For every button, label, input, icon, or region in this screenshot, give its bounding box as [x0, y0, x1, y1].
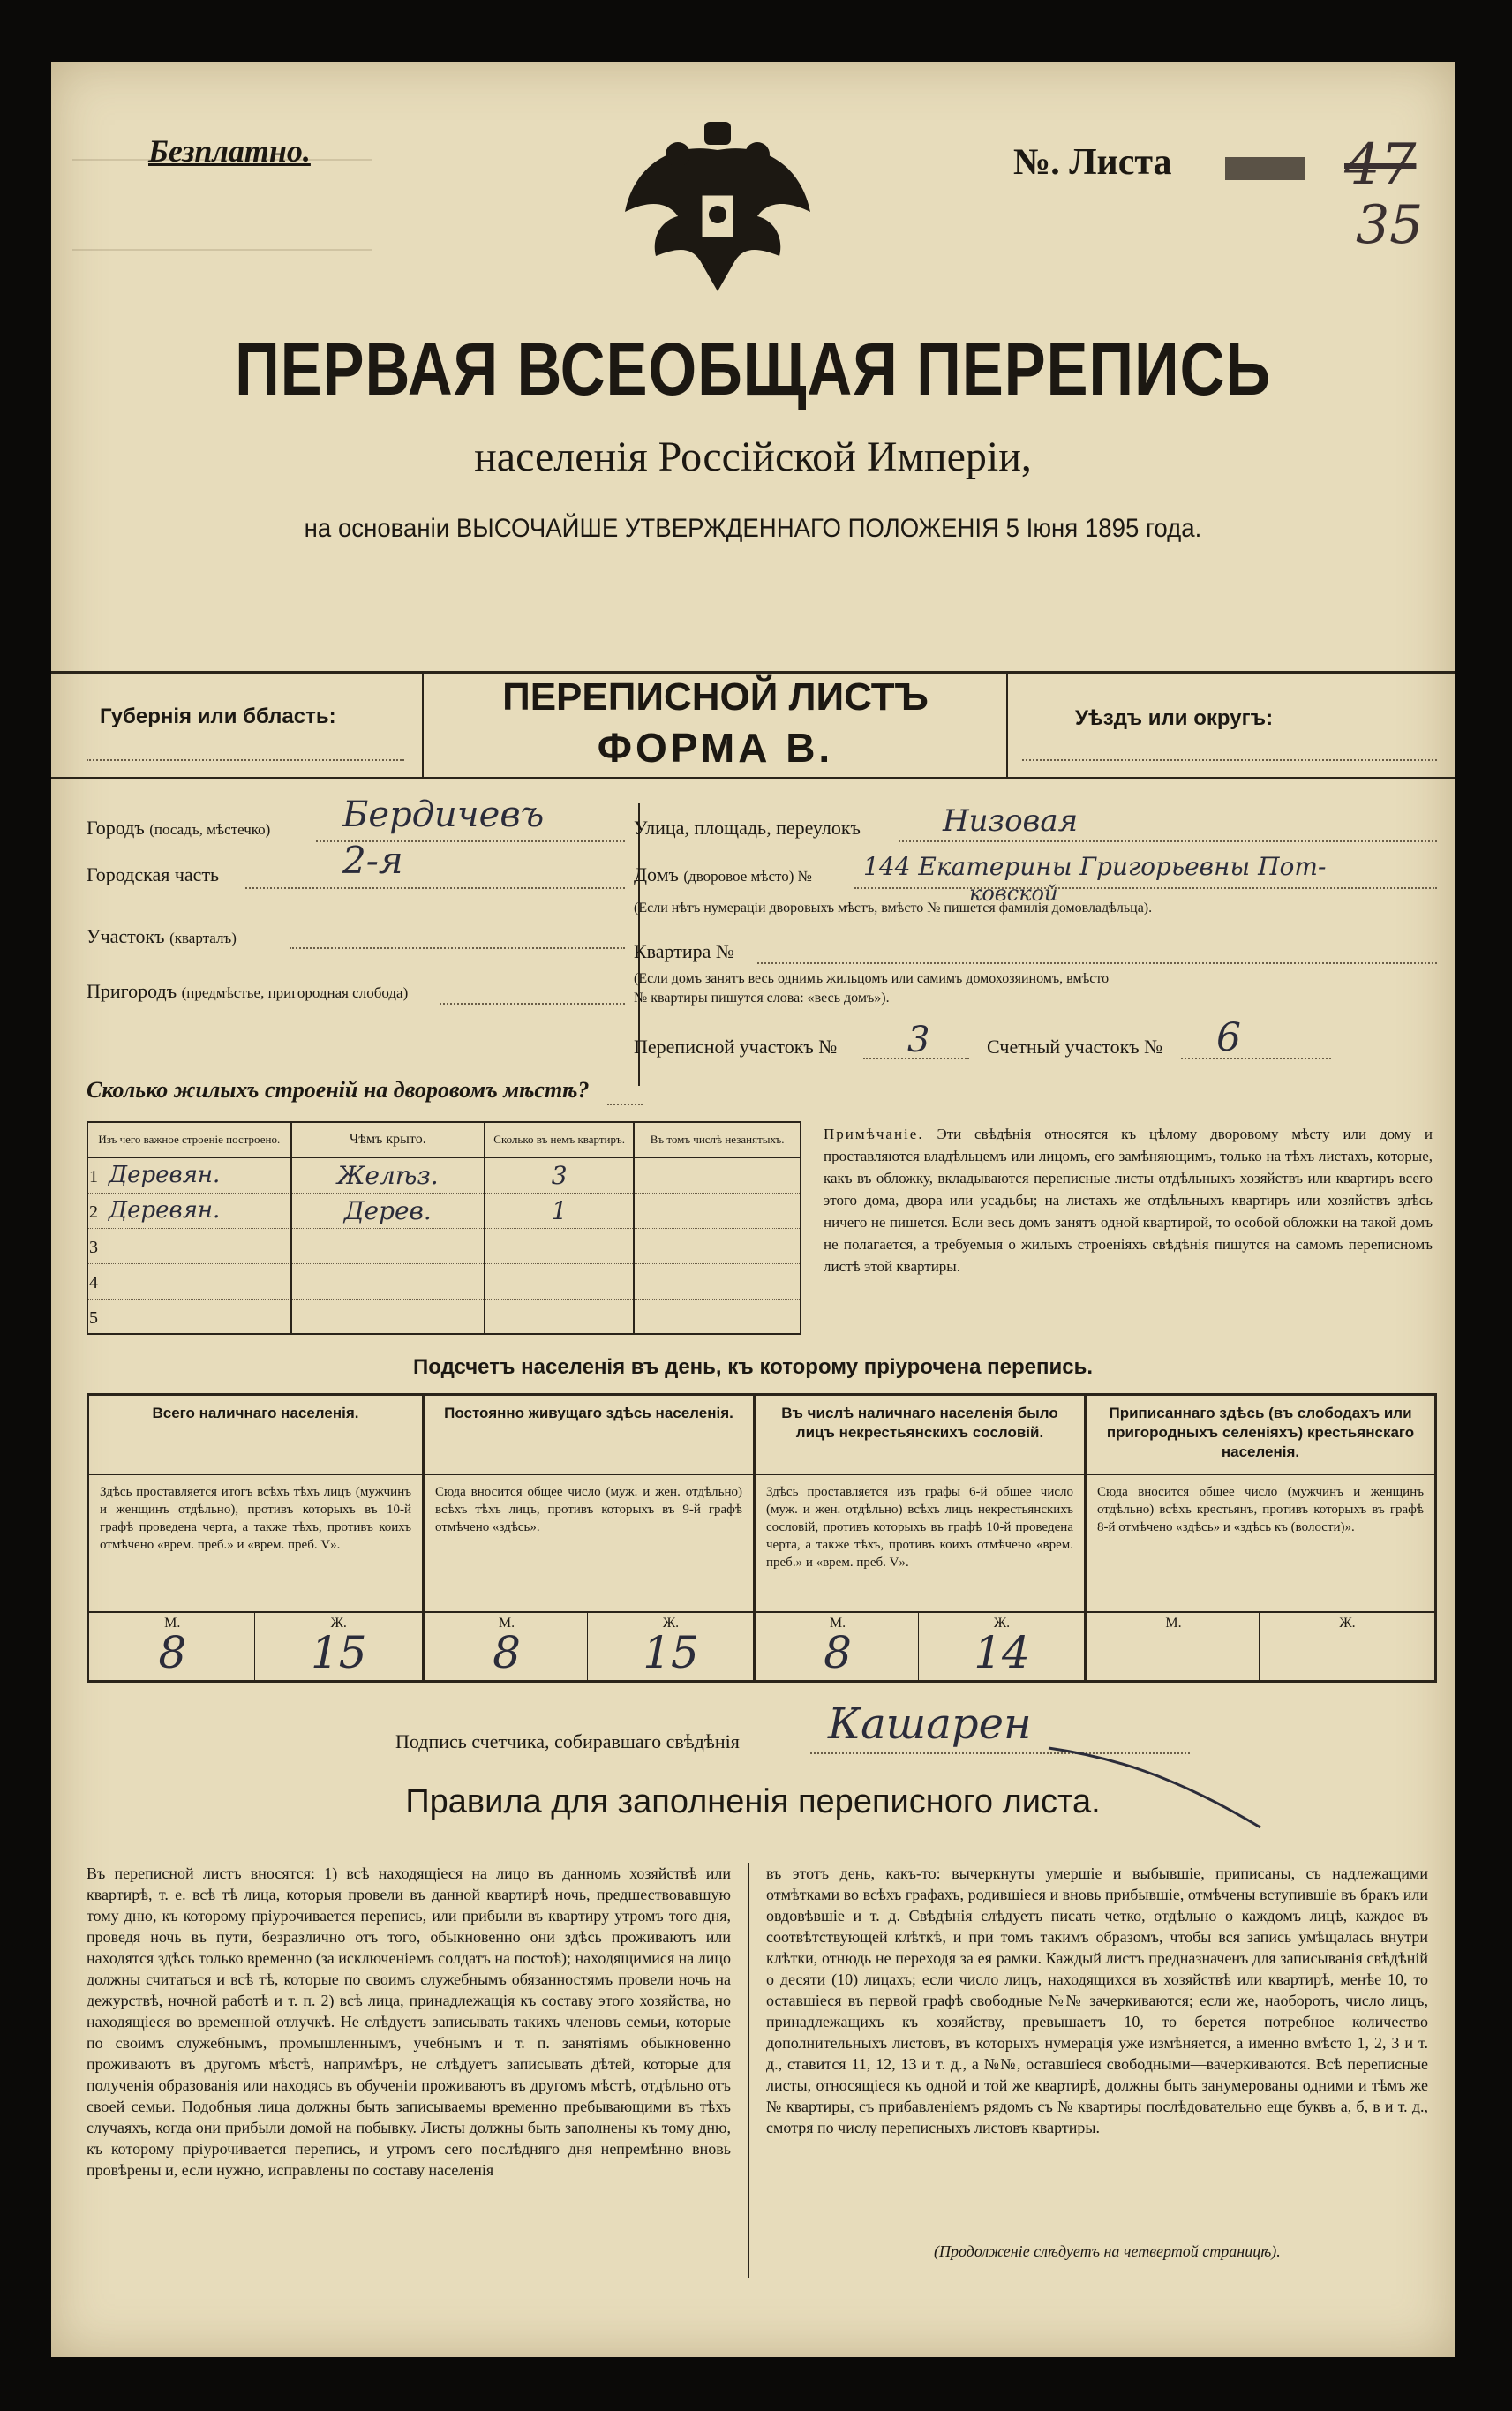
building-vacant: [634, 1299, 801, 1334]
form-title: ПЕРЕПИСНОЙ ЛИСТЪ: [502, 675, 929, 719]
building-vacant: [634, 1157, 801, 1193]
house-hint: (Если нѣтъ нумераціи дворовыхъ мѣстъ, вмѣсто № пишется фамилія домовладѣльца).: [634, 900, 1153, 915]
sheet-number-redaction: [1225, 157, 1305, 180]
population-col-body: Сюда вносится общее число (муж. и жен. отдѣльно) всѣхъ тѣхъ лицъ, противъ которыхъ въ 9-й графѣ отмѣчено «здѣсь».: [435, 1485, 742, 1534]
signature-value: Кашарен: [828, 1699, 1032, 1749]
building-apartments: [485, 1263, 634, 1299]
buildings-col-apartments: Сколько въ немъ квартиръ.: [485, 1122, 634, 1157]
male-count: 8: [824, 1627, 852, 1678]
female-count: 14: [974, 1627, 1030, 1678]
male-label: М.: [829, 1616, 846, 1631]
male-label: М.: [1165, 1616, 1182, 1631]
buildings-col-vacant: Въ томъ числѣ незанятыхъ.: [634, 1122, 801, 1157]
female-count: 15: [643, 1627, 699, 1678]
population-col-head: Постоянно живущаго здѣсь населенія.: [444, 1405, 733, 1421]
female-label: Ж.: [1339, 1616, 1356, 1631]
street-label: Улица, площадь, переулокъ: [634, 817, 861, 839]
basis-line: на основаніи ВЫСОЧАЙШЕ УТВЕРЖДЕННАГО ПОЛОЖЕНІЯ 5 Іюня 1895 года.: [304, 514, 1202, 543]
building-material: Деревян.: [109, 1197, 221, 1224]
signature-label: Подпись счетчика, собиравшаго свѣдѣнія: [395, 1730, 740, 1752]
population-col-body: Здѣсь проставляется изъ графы 6-й общее число (муж. и жен. отдѣльно) всѣхъ лицъ некрестьянскихъ сословій, противъ которыхъ въ графѣ 10-й проведена черта, а также тѣхъ, противъ коихъ отмѣчено «врем. преб.» и «врем. преб. V».: [766, 1485, 1073, 1570]
male-count: 8: [158, 1627, 187, 1678]
census-precinct-value: 3: [907, 1020, 930, 1060]
suburb-label: Пригородъ (предмѣстье, пригородная слобода): [87, 980, 409, 1002]
apartment-hint-2: № квартиры пишутся слова: «весь домъ»).: [634, 991, 890, 1006]
building-roof: [291, 1228, 485, 1263]
handwritten-page-number: 35: [1356, 194, 1424, 256]
male-label: М.: [164, 1616, 181, 1631]
male-count: 8: [493, 1627, 521, 1678]
building-roof: Желѣз.: [291, 1157, 485, 1193]
handwritten-page-number-crossed: 47: [1344, 132, 1417, 198]
building-vacant: [634, 1263, 801, 1299]
form-subtitle: ФОРМА В.: [597, 725, 834, 771]
apartment-hint-1: (Если домъ занятъ весь однимъ жильцомъ или самимъ домохозяиномъ, вмѣсто: [634, 971, 1110, 986]
building-apartments: [485, 1299, 634, 1334]
building-roof: [291, 1263, 485, 1299]
female-count: 15: [310, 1627, 367, 1678]
district-label: Городская часть: [87, 863, 220, 885]
rules-title: Правила для заполненія переписного листа.: [405, 1783, 1101, 1820]
building-material: Деревян.: [109, 1162, 221, 1189]
house-value: 144 Екатерины Григорьевны Пот-: [863, 852, 1327, 881]
buildings-row: [87, 1193, 801, 1228]
population-col-head: Всего наличнаго населенія.: [152, 1405, 359, 1421]
building-apartments: 3: [485, 1157, 634, 1193]
rules-right-column: въ этотъ день, какъ-то: вычеркнуты умершіе и выбывшіе, приписаны, съ надлежащими отмѣтками во всѣхъ графахъ, родившіеся и вновь прибывшіе, отмѣчены вступившіе въ бракъ или овдовѣвшіе и т. д. Свѣдѣнія слѣдуетъ писать четко, отдѣльно о каждомъ лицѣ, каждое въ соотвѣтствующей клѣткѣ, и при томъ такимъ образомъ, чтобы вся запись умѣщалась внутри клѣтки, отнюдь не переходя за ея рамки. Каждый листъ предназначенъ для записыванія свѣдѣній о десяти (10) лицахъ; если число лицъ, находящихся въ хозяйствѣ или квартирѣ, менѣе 10, то оставшіеся въ первой графѣ свободные №№ зачеркиваются; если же, наоборотъ, число лицъ, принадлежащихъ къ хозяйству, превышаетъ 10, то берется потребное количество дополнительныхъ листовъ, въ которыхъ нумерація уже измѣняется, а именно вмѣсто 1, 2, 3 и т. д., ставится 11, 12, 13 и т. д., а №№, оставшіеся свободными—вачеркиваются. Всѣ переписные листы, относящіеся къ одной и той же квартирѣ, должны быть занумерованы одними и тѣмъ же № квартиры, съ прибавленіемъ рядомъ съ № квартиры послѣдовательно еще буквъ а, б, в и т. д., смотря по числу переписныхъ листовъ квартиры.: [766, 1865, 1428, 2136]
house-label: Домъ (дворовое мѣсто) №: [634, 863, 812, 885]
count-precinct-value: 6: [1216, 1015, 1241, 1060]
population-col-body: Сюда вносится общее число (мужчинъ и женщинъ отдѣльно) всѣхъ крестьянъ, противъ которыхъ въ графѣ 8-й отмѣчено «здѣсь» и «здѣсь къ (волости)».: [1097, 1485, 1424, 1534]
row-number: 5: [89, 1307, 98, 1328]
building-vacant: [634, 1228, 801, 1263]
buildings-col-roof: Чѣмъ крыто.: [291, 1122, 485, 1157]
female-label: Ж.: [330, 1616, 347, 1631]
rules-continued-note: (Продолженіе слѣдуетъ на четвертой страницѣ).: [934, 2242, 1281, 2260]
imperial-eagle-emblem: [616, 115, 819, 309]
street-value: Низовая: [943, 803, 1079, 839]
buildings-row: [87, 1157, 801, 1193]
buildings-row: [87, 1263, 801, 1299]
free-label: Безплатно.: [148, 133, 311, 169]
male-label: М.: [498, 1616, 515, 1631]
female-label: Ж.: [662, 1616, 680, 1631]
row-number: 2: [89, 1202, 98, 1222]
buildings-row: [87, 1299, 801, 1334]
census-sheet: [51, 62, 1455, 2357]
uezd-label: Уѣздъ или округъ:: [1075, 706, 1274, 730]
district-value: 2-я: [342, 839, 403, 882]
buildings-question: Сколько жилыхъ строеній на дворовомъ мѣстѣ?: [87, 1077, 590, 1103]
rules-left-column: Въ переписной листъ вносятся: 1) всѣ находящіеся на лицо въ данномъ хозяйствѣ или квартирѣ, т. е. всѣ тѣ лица, которыя провели въ данной квартирѣ ночь, предшествовавшую тому дню, къ которому пріурочивается перепись, или прибыли въ квартиру утромъ того дня, проведя ночь въ пути, безразлично отъ того, обыкновенно они здѣсь проживаютъ или находятся здѣсь только временно (за исключеніемъ солдатъ на постоѣ); находящимися на лицо должны считаться и всѣ тѣ, которые по своимъ служебнымъ обязанностямъ провели ночь на дежурствѣ, ночной работѣ и т. п. 2) всѣ лица, принадлежащія къ составу этого хозяйства, но находящіеся во временной отлучкѣ. Не слѣдуетъ записывать такихъ членовъ семьи, которые по своимъ служебнымъ, промышленнымъ, учебнымъ и т. п. занятіямъ обыкновенно проживаютъ въ другомъ мѣстѣ, напримѣръ, не слѣдуетъ записывать дѣтей, которые для полученія образованія или находясь въ обученіи проживаютъ въ другомъ мѣстѣ, отдѣльно отъ своей семьи. Подобныя лица должны быть записываемы временно пребывающими въ тѣхъ случаяхъ, когда они прибыли домой на побывку. Листы должны быть заполнены къ тому дню, къ которому пріурочивается перепись, и утромъ сего послѣдняго дня непремѣнно вновь провѣрены и, если нужно, исправлены по составу населенія: [87, 1865, 731, 2179]
house-value-continued: ковской: [969, 881, 1058, 906]
count-precinct-label: Счетный участокъ №: [987, 1036, 1163, 1058]
buildings-table: [87, 1121, 801, 1335]
apartment-label: Квартира №: [634, 940, 734, 962]
row-number: 3: [89, 1238, 98, 1257]
census-precinct-label: Переписной участокъ №: [634, 1036, 838, 1058]
buildings-note: Примѣчаніе. Эти свѣдѣнія относятся къ цѣлому дворовому мѣсту или дому и проставляются владѣльцемъ или лицомъ, его замѣняющимъ, только на тѣхъ листахъ, которые, какъ въ обложку, вкладываются переписные листы отдѣльныхъ хозяйствъ или квартиръ всего этого дома, двора или усадьбы; на листахъ же отдѣльныхъ квартиръ или хозяйствъ здѣсь ничего не пишется. Если весь домъ занятъ одной квартирой, то особой обложки на такой домъ не полагается, а требуемыя о жилыхъ строеніяхъ свѣдѣнія пишутся на самомъ переписномъ листѣ этой квартиры.: [824, 1126, 1433, 1275]
buildings-col-material: Изъ чего важное строеніе построено.: [87, 1122, 291, 1157]
population-col-head: Въ числѣ наличнаго населенія было лицъ некрестьянскихъ сословій.: [781, 1405, 1058, 1441]
row-number: 4: [89, 1273, 98, 1292]
faded-stamp-left: [72, 159, 372, 251]
census-subtitle: населенія Россійской Имперіи,: [474, 433, 1032, 480]
census-title: ПЕРВАЯ ВСЕОБЩАЯ ПЕРЕПИСЬ: [235, 328, 1271, 411]
city-label: Городъ (посадъ, мѣстечко): [87, 817, 271, 839]
female-label: Ж.: [993, 1616, 1011, 1631]
row-number: 1: [89, 1167, 98, 1187]
sheet-number-label: №. Листа: [1013, 142, 1172, 183]
building-apartments: [485, 1228, 634, 1263]
buildings-row: [87, 1228, 801, 1263]
building-roof: [291, 1299, 485, 1334]
population-title: Подсчетъ населенія въ день, къ которому пріурочена перепись.: [413, 1355, 1093, 1379]
precinct-label: Участокъ (кварталъ): [87, 925, 237, 947]
building-vacant: [634, 1193, 801, 1228]
building-roof: Дерев.: [291, 1193, 485, 1228]
gubernia-label: Губернія или ббласть:: [100, 704, 336, 728]
building-apartments: 1: [485, 1193, 634, 1228]
population-col-head: Приписаннаго здѣсь (въ слободахъ или пригородныхъ селеніяхъ) крестьянскаго населенія.: [1106, 1405, 1415, 1460]
population-col-body: Здѣсь проставляется итогъ всѣхъ тѣхъ лицъ (мужчинъ и женщинъ отдѣльно), противъ которыхъ въ 10-й графѣ проведена черта, а также тѣхъ, противъ коихъ отмѣчено «врем. преб.» и «врем. преб. V».: [100, 1485, 411, 1552]
city-value: Бердичевъ: [342, 795, 545, 835]
